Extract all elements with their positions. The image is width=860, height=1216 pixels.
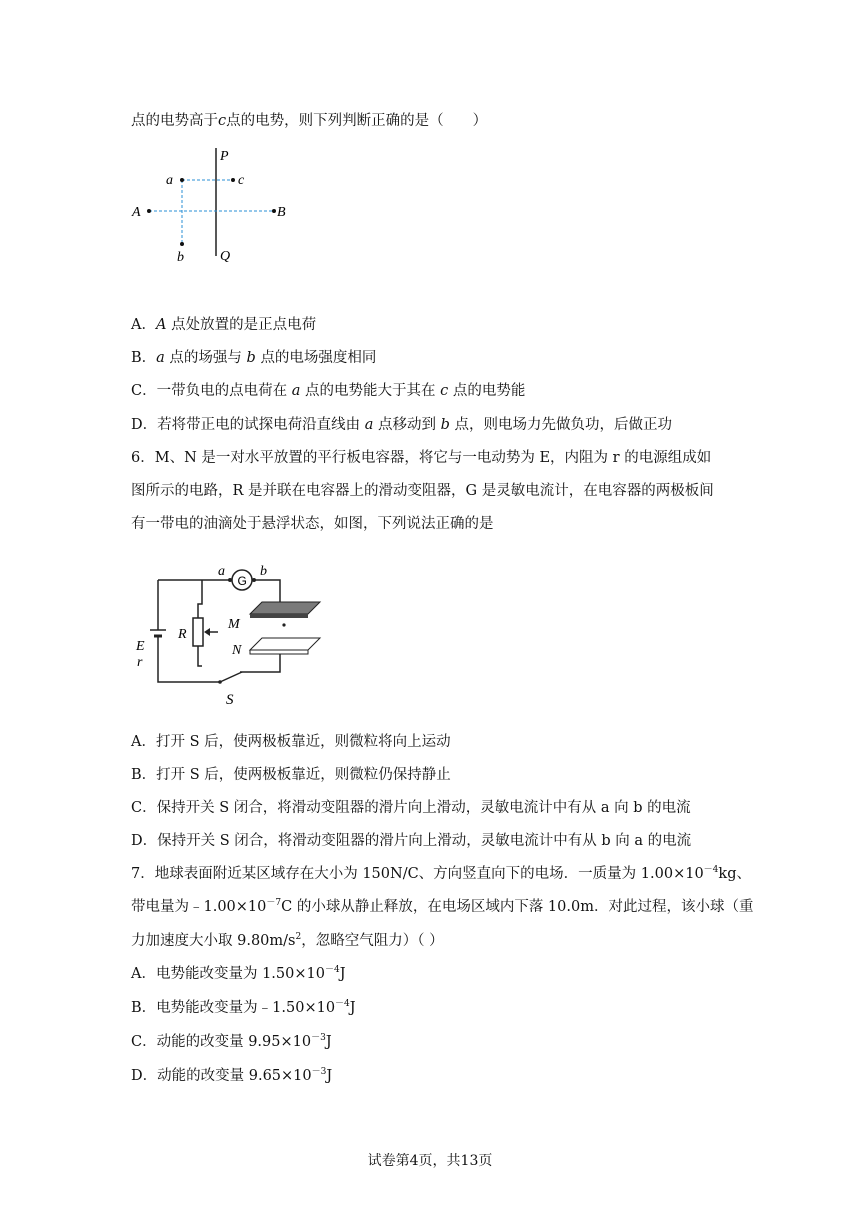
q6-label-M: M bbox=[228, 617, 240, 632]
option-text: 点，则电场力先做负功，后做正功 bbox=[454, 417, 673, 433]
q7-option-d bbox=[131, 1066, 332, 1086]
q6-option-a: A．打开 S 后，使两极板靠近，则微粒将向上运动 bbox=[131, 734, 451, 750]
option-text: 点的场强与 bbox=[169, 350, 242, 366]
switch-pivot bbox=[218, 680, 222, 684]
option-var: A bbox=[155, 317, 167, 333]
q7-option-a bbox=[131, 964, 346, 984]
q6-label-S: S bbox=[226, 692, 234, 708]
option-text: 点的电势能大于其在 bbox=[304, 383, 436, 399]
q5-stem-var-c: c bbox=[218, 113, 227, 129]
q5-option-b bbox=[131, 348, 376, 368]
exponent: －3 bbox=[311, 1033, 326, 1044]
rheostat-R bbox=[193, 618, 203, 646]
q5-field-figure bbox=[130, 146, 290, 270]
option-var: a bbox=[291, 383, 301, 399]
option-unit: J bbox=[339, 966, 346, 982]
stem-text: 带电量为﹣1.00×10 bbox=[131, 899, 267, 915]
q7-option-c bbox=[131, 1032, 332, 1052]
option-text: B．电势能改变量为﹣1.50×10 bbox=[131, 1000, 336, 1016]
option-text: C．动能的改变量 9.95×10 bbox=[131, 1034, 312, 1050]
q6-option-d: D．保持开关 S 闭合，将滑动变阻器的滑片向上滑动，灵敏电流计中有从 b 向 a 的电流 bbox=[131, 833, 692, 849]
option-prefix: D． bbox=[131, 417, 158, 433]
q6-label-E: E bbox=[136, 639, 145, 654]
option-text: 点移动到 bbox=[378, 417, 437, 433]
exponent: －3 bbox=[311, 1067, 327, 1078]
q7-option-b bbox=[131, 998, 356, 1018]
option-text: 一带负电的点电荷在 bbox=[156, 383, 288, 399]
option-text: D．动能的改变量 9.65×10 bbox=[131, 1068, 312, 1084]
stem-text: 力加速度大小取 9.80m/s bbox=[131, 933, 296, 949]
page-footer: 试卷第4页，共13页 bbox=[367, 1153, 493, 1169]
terminal-a bbox=[228, 578, 232, 582]
option-unit: J bbox=[326, 1068, 333, 1084]
q6-label-b: b bbox=[260, 564, 267, 579]
stem-text: kg、 bbox=[718, 866, 751, 882]
plate-M-edge bbox=[250, 614, 308, 618]
q6-label-G: G bbox=[237, 574, 247, 588]
q6-label-N: N bbox=[232, 643, 242, 658]
option-var: c bbox=[440, 383, 449, 399]
q5-point-b bbox=[180, 242, 184, 246]
option-var: b bbox=[440, 417, 450, 433]
q7-stem-line-1 bbox=[131, 864, 751, 884]
q6-wires bbox=[158, 580, 280, 682]
q5-label-P: P bbox=[220, 149, 229, 164]
q5-label-a: a bbox=[166, 173, 173, 188]
rheostat-slider-arrow bbox=[204, 628, 210, 636]
q7-stem-line-2 bbox=[131, 897, 753, 917]
exponent: 2 bbox=[295, 932, 302, 943]
q5-label-A: A bbox=[132, 205, 141, 220]
q6-label-R: R bbox=[178, 627, 187, 642]
q6-stem-line-2: 图所示的电路，R 是并联在电容器上的滑动变阻器，G 是灵敏电流计，在电容器的两极板间 bbox=[131, 483, 714, 499]
option-text: 点处放置的是正点电荷 bbox=[171, 317, 317, 333]
oil-drop bbox=[282, 623, 285, 626]
option-text: 若将带正电的试探电荷沿直线由 bbox=[157, 417, 361, 433]
option-text: 点的电势能 bbox=[452, 383, 526, 399]
plate-N-edge bbox=[250, 650, 308, 654]
option-prefix: C． bbox=[131, 383, 157, 399]
q5-option-d bbox=[131, 415, 672, 435]
q6-stem-line-3: 有一带电的油滴处于悬浮状态，如图，下列说法正确的是 bbox=[131, 516, 494, 532]
plate-N bbox=[250, 638, 320, 650]
q5-label-Q: Q bbox=[220, 249, 231, 264]
q6-stem-line-1: 6．M、N 是一对水平放置的平行板电容器，将它与一电动势为 E，内阻为 r 的电源组成如 bbox=[131, 450, 712, 466]
q5-label-B: B bbox=[277, 205, 286, 220]
option-text: A．电势能改变量为 1.50×10 bbox=[131, 966, 325, 982]
q7-stem-line-3 bbox=[131, 931, 444, 951]
q6-label-a: a bbox=[218, 564, 225, 579]
exponent: －4 bbox=[703, 865, 719, 876]
option-var: a bbox=[156, 350, 165, 366]
q5-point-c bbox=[231, 178, 235, 182]
option-prefix: A． bbox=[131, 317, 156, 333]
q5-option-c bbox=[131, 381, 525, 401]
q6-circuit-figure bbox=[130, 562, 330, 710]
option-var: a bbox=[364, 417, 374, 433]
stem-text: C 的小球从静止释放，在电场区域内下落 10.0m．对此过程，该小球（重 bbox=[281, 899, 754, 915]
q5-option-a bbox=[131, 315, 316, 335]
q6-option-c: C．保持开关 S 闭合，将滑动变阻器的滑片向上滑动，灵敏电流计中有从 a 向 b 的电流 bbox=[131, 800, 691, 816]
stem-text: 7．地球表面附近某区域存在大小为 150N/C、方向竖直向下的电场．一质量为 1.00×10 bbox=[131, 866, 704, 882]
terminal-b bbox=[252, 578, 256, 582]
option-prefix: B． bbox=[131, 350, 157, 366]
q5-point-a bbox=[180, 178, 184, 182]
option-unit: J bbox=[325, 1034, 332, 1050]
switch-S bbox=[220, 672, 242, 682]
q5-label-b: b bbox=[177, 250, 184, 265]
q5-point-B bbox=[272, 209, 276, 213]
q5-point-A bbox=[147, 209, 151, 213]
option-unit: J bbox=[349, 1000, 356, 1016]
exponent: －7 bbox=[266, 898, 282, 909]
q5-stem-tail bbox=[131, 111, 487, 131]
q5-stem-text-2: 点的电势，则下列判断正确的是（ ） bbox=[226, 113, 488, 129]
q6-label-r: r bbox=[137, 655, 143, 670]
q5-label-c: c bbox=[238, 173, 245, 188]
exponent: －4 bbox=[324, 965, 340, 976]
exponent: －4 bbox=[335, 999, 350, 1010]
plate-M bbox=[250, 602, 320, 614]
stem-text: ，忽略空气阻力）（ ） bbox=[301, 933, 444, 949]
q6-option-b: B．打开 S 后，使两极板靠近，则微粒仍保持静止 bbox=[131, 767, 451, 783]
q5-stem-text-1: 点的电势高于 bbox=[131, 113, 218, 129]
option-var: b bbox=[246, 350, 256, 366]
option-text: 点的电场强度相同 bbox=[260, 350, 377, 366]
